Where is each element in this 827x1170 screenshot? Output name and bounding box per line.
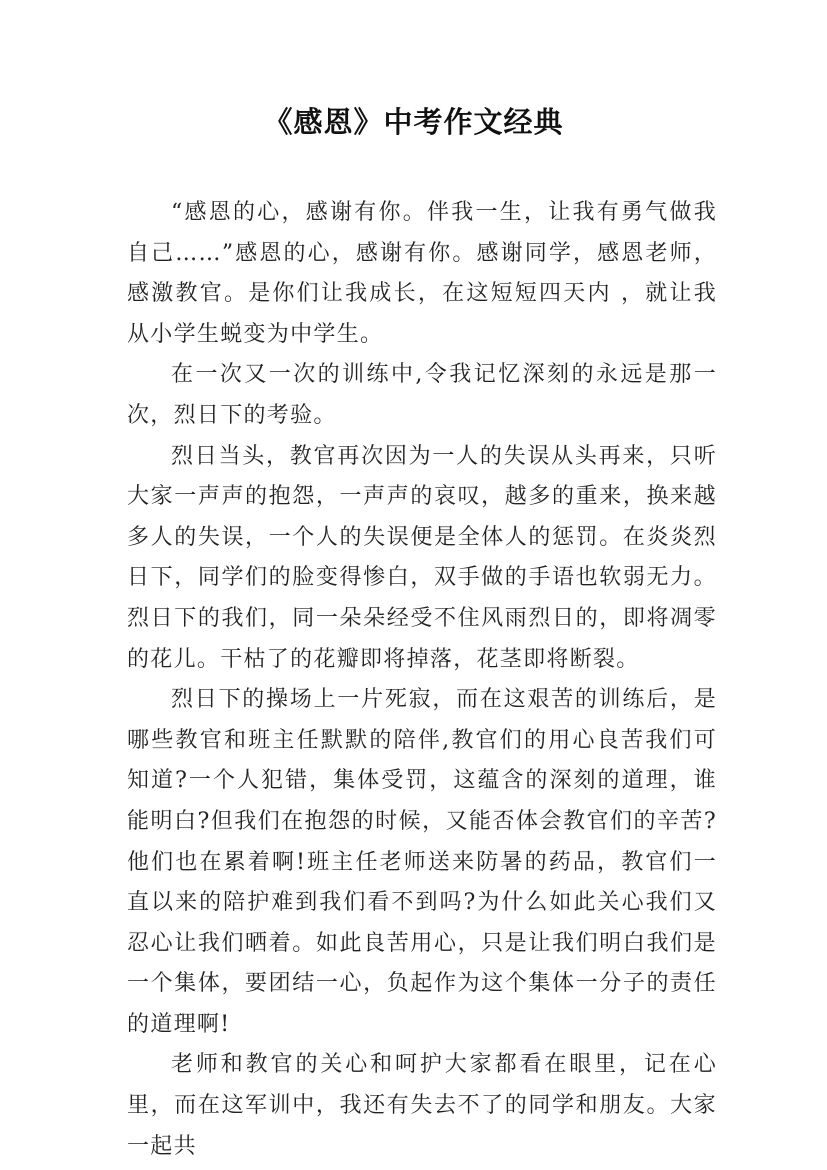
paragraph-1: “感恩的心，感谢有你。伴我一生，让我有勇气做我自己……”感恩的心，感谢有你。感谢同学，感恩老师，感激教官。是你们让我成长，在这短短四天内 ，就让我从小学生蜕变为中学生。	[127, 200, 717, 347]
document-body	[127, 193, 717, 1167]
paragraph-4: 烈日下的操场上一片死寂，而在这艰苦的训练后，是哪些教官和班主任默默的陪伴,教官们的用心良苦我们可知道?一个人犯错，集体受罚，这蕴含的深刻的道理，谁能明白?但我们在抱怨的时候，又能否体会教官们的辛苦?他们也在累着啊!班主任老师送来防暑的药品，教官们一直以来的陪护难到我们看不到吗?为什么如此关心我们又忍心让我们晒着。如此良苦用心，只是让我们明白我们是一个集体，要团结一心，负起作为这个集体一分子的责任的道理啊!	[127, 687, 717, 1037]
paragraph-3: 烈日当头，教官再次因为一人的失误从头再来，只听大家一声声的抱怨，一声声的哀叹，越多的重来，换来越多人的失误，一个人的失误便是全体人的惩罚。在炎炎烈日下，同学们的脸变得惨白，双手做的手语也软弱无力。烈日下的我们，同一朵朵经受不住风雨烈日的，即将凋零的花儿。干枯了的花瓣即将掉落，花茎即将断裂。	[127, 443, 717, 672]
paragraph-2: 在一次又一次的训练中,令我记忆深刻的永远是那一次，烈日下的考验。	[127, 362, 717, 428]
document-title: 《感恩》中考作文经典	[263, 105, 564, 139]
paragraph-5: 老师和教官的关心和呵护大家都看在眼里，记在心里，而在这军训中，我还有失去不了的同学和朋友。大家一起共	[127, 1052, 717, 1159]
